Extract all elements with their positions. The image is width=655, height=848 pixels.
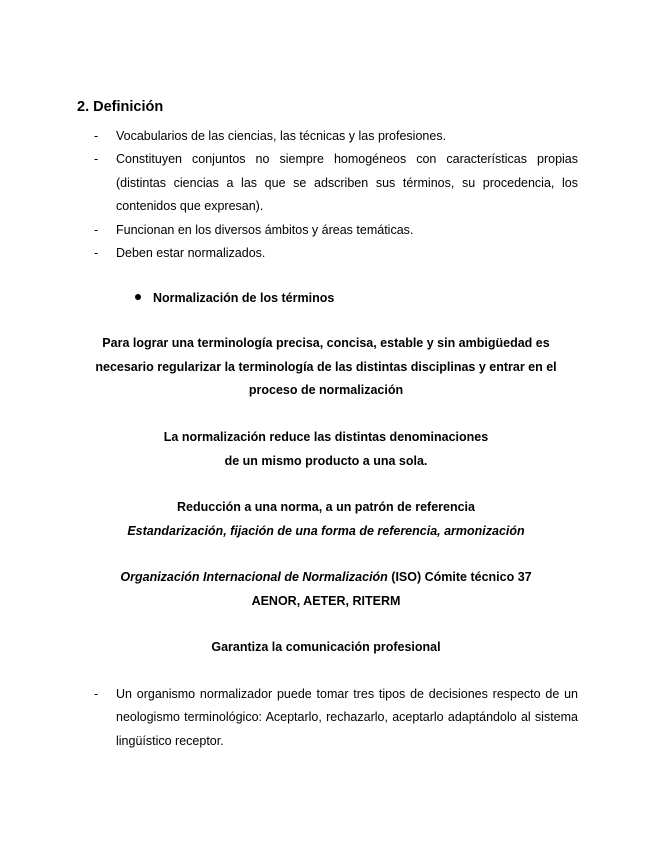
paragraph-line: de un mismo producto a una sola. [224, 453, 428, 468]
list-item-text: Funcionan en los diversos ámbitos y áreas temáticas. [116, 222, 414, 237]
iso-committee: (ISO) Cómite técnico 37 [387, 570, 532, 584]
paragraph-normalization-reduces [70, 426, 582, 473]
paragraph-organizations [70, 566, 582, 613]
paragraph-line: Garantiza la comunicación profesional [211, 640, 441, 654]
decision-list [94, 683, 578, 753]
list-item [94, 219, 578, 242]
paragraph-line: Reducción a una norma, a un patrón de referencia [177, 500, 475, 514]
paragraph-line [70, 566, 582, 590]
paragraph-line: AENOR, AETER, RITERM [251, 593, 401, 608]
dash-marker: - [94, 222, 99, 237]
list-item [94, 125, 578, 148]
paragraph-line: Para lograr una terminología precisa, concisa, estable y sin ambigüedad es [102, 336, 550, 350]
paragraph-line: proceso de normalización [248, 383, 404, 397]
paragraph-line: necesario regularizar la terminología de las distintas disciplinas y entrar en el [95, 359, 557, 374]
iso-organization-name: Organización Internacional de Normalización [120, 570, 388, 584]
list-item-text: Deben estar normalizados. [116, 246, 266, 261]
dash-marker: - [94, 246, 99, 261]
list-item [94, 683, 578, 753]
dash-marker: - [94, 129, 99, 143]
dash-marker: - [94, 687, 99, 701]
paragraph-norm-reference [70, 496, 582, 543]
bullet-heading-text: Normalización de los términos [153, 291, 335, 305]
list-item-text: Constituyen conjuntos no siempre homogéneos con características propias (distintas ciencias a las que se adscriben sus términos, su procedencia, los contenidos que expresan). [116, 152, 578, 214]
paragraph-guarantee [70, 636, 582, 660]
bullet-dot-icon [135, 294, 141, 300]
paragraph-line: La normalización reduce las distintas denominaciones [163, 430, 489, 444]
section-heading: 2. Definición [77, 99, 164, 115]
paragraph-normalization-purpose [70, 332, 582, 403]
bullet-heading [135, 289, 334, 307]
list-item [94, 148, 578, 218]
list-item [94, 242, 578, 265]
paragraph-line-italic: Estandarización, fijación de una forma de referencia, armonización [127, 523, 525, 538]
dash-marker: - [94, 152, 99, 167]
list-item-text: Un organismo normalizador puede tomar tres tipos de decisiones respecto de un neologismo terminológico: Aceptarlo, rechazarlo, aceptarlo adaptándolo al sistema lingüístico receptor. [116, 687, 578, 748]
definition-list [94, 125, 578, 265]
list-item-text: Vocabularios de las ciencias, las técnicas y las profesiones. [116, 129, 447, 143]
